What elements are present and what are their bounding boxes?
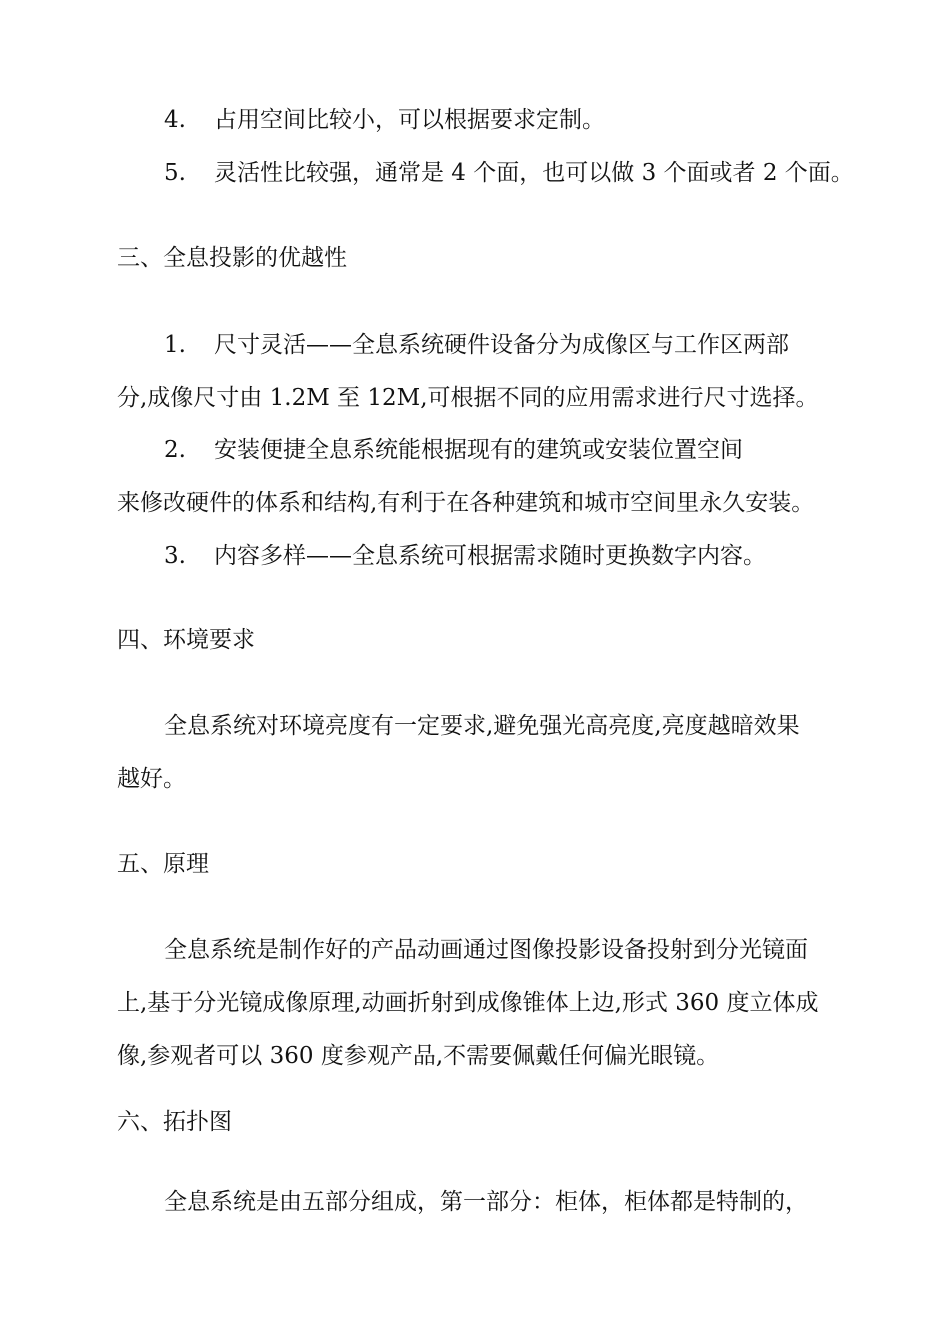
item-number: 2. xyxy=(164,437,186,463)
section-heading: 六、拓扑图 xyxy=(117,1109,232,1135)
paragraph-line: 上,基于分光镜成像原理,动画折射到成像锥体上边,形式 360 度立体成 xyxy=(117,990,819,1016)
paragraph-line: 全息系统是制作好的产品动画通过图像投影设备投射到分光镜面 xyxy=(164,937,808,963)
list-item-text: 内容多样——全息系统可根据需求随时更换数字内容。 xyxy=(214,543,766,569)
item-number: 4. xyxy=(164,107,186,133)
list-item-text: 分,成像尺寸由 1.2M 至 12M,可根据不同的应用需求进行尺寸选择。 xyxy=(117,385,819,411)
list-item-text: 安装便捷全息系统能根据现有的建筑或安装位置空间 xyxy=(214,437,743,463)
item-number: 3. xyxy=(164,543,186,569)
paragraph-line: 像,参观者可以 360 度参观产品,不需要佩戴任何偏光眼镜。 xyxy=(117,1043,720,1069)
section-heading: 三、全息投影的优越性 xyxy=(117,245,347,271)
item-number: 1. xyxy=(164,332,186,358)
list-item-text: 来修改硬件的体系和结构,有利于在各种建筑和城市空间里永久安装。 xyxy=(117,490,815,516)
paragraph-line: 全息系统是由五部分组成，第一部分：柜体，柜体都是特制的， xyxy=(164,1189,808,1215)
list-item-text: 占用空间比较小，可以根据要求定制。 xyxy=(214,107,605,133)
list-item-text: 灵活性比较强，通常是 4 个面，也可以做 3 个面或者 2 个面。 xyxy=(214,160,854,186)
list-item-text: 尺寸灵活——全息系统硬件设备分为成像区与工作区两部 xyxy=(214,332,789,358)
section-heading: 四、环境要求 xyxy=(117,627,255,653)
section-heading: 五、原理 xyxy=(117,851,209,877)
paragraph-line: 全息系统对环境亮度有一定要求,避免强光高亮度,亮度越暗效果 xyxy=(164,713,800,739)
item-number: 5. xyxy=(164,160,186,186)
paragraph-line: 越好。 xyxy=(117,766,186,792)
